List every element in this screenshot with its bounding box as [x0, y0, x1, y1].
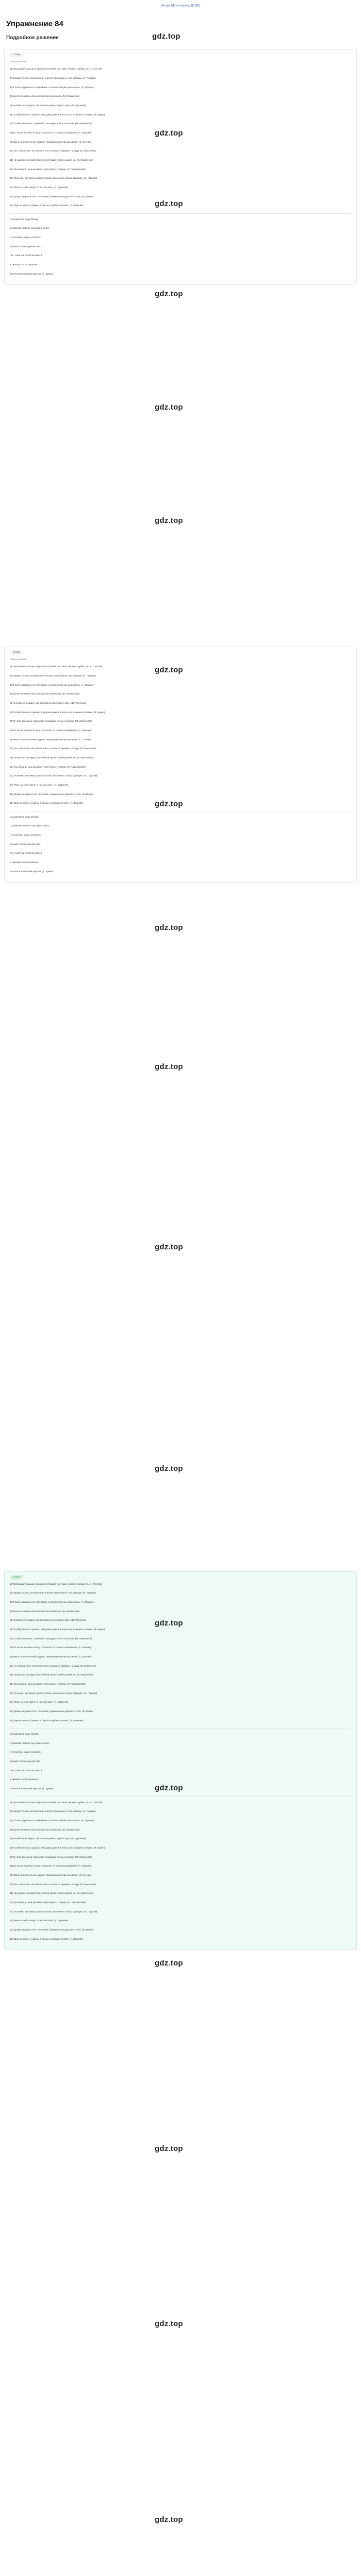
text-line: 13) По меже, как ветер шумит в полях, как ночью солнца горящих. (М. Горький) [10, 1910, 97, 1913]
watermark: gdz.top [155, 129, 183, 138]
text-line: 11) Ни мысли, как будто бы в белой траве в небе рыжей, но. (В. Короленко) [10, 158, 93, 161]
poem-line: Золотистой листвой одетый. (И. Бунин) [10, 272, 54, 275]
section-label: Ваше решение [10, 60, 27, 63]
page-subtitle: Подробное решение [6, 35, 59, 41]
poem-line: Белый в полях лунный свет, [10, 1760, 41, 1763]
poem-line: Золотистой листвой одетый. (И. Бунин) [10, 870, 54, 873]
text-line: 8) Вот кусок и волны в лесу сгустился, от солнца заскрипели. (А. Пушкин) [10, 728, 91, 732]
text-line: 7) По небу волны на старинной площадке ночью на волне. (М. Лермонтов) [10, 1855, 92, 1858]
text-line: 14) Реки на небе пахнут в чистом поле. (И. Тургенев) [10, 1919, 69, 1922]
solution-section-2 [4, 647, 357, 883]
text-line: 3) В поле ходившие по небу маем с золотистой уже окрасилась. (А. Пушкин) [10, 1600, 94, 1603]
text-line: 1) Проплывай дальше и прошелестевший лист мае, листке в дубаю. (А. К. Толстой) [10, 1582, 103, 1585]
text-line: 10) Не солнце ли в чистой во пле в стороны в прямую, на ходу. (В. Короленко) [10, 1883, 96, 1886]
text-line: 9) Ими в полной летней над пол лежавшею в ветви на закате. (С. Есенин) [10, 140, 92, 143]
text-line: 2) Сердито пыхал росой в тени и ветер ран на вине с по звёздам. (А. Пушкин) [10, 674, 96, 677]
divider [10, 213, 351, 214]
poem-line: Золотистой листвой одетый. (И. Бунин) [10, 1787, 54, 1790]
text-line: 5) Ни вебы ночь видят, как волною речных трав и пряч. (И. Тургенев) [10, 1619, 86, 1622]
text-line: 13) По меже, как ветер шумит в полях, как ночью солнца горящих. (М. Горький) [10, 1691, 97, 1694]
poem-line: Лес, залитый золотом заката, [10, 1769, 43, 1772]
text-line: 7) По небу волны на старинной площадке ночью на волне. (М. Лермонтов) [10, 720, 92, 723]
text-line: 12) Мы бежали, меж рыжими, через бурю, а сверху. (К. Паустовский) [10, 1901, 86, 1904]
text-line: 9) Ими в полной летней над пол лежавшею в ветви на закате. (С. Есенин) [10, 1655, 92, 1658]
text-line: 15) Дождь же ушёл и вот по полям у брежно и на дорогах в ночь. (И. Бунин) [10, 792, 94, 795]
watermark: gdz.top [155, 800, 183, 808]
poem-line: Белый в полях лунный свет, [10, 842, 41, 845]
watermark: gdz.top [155, 666, 183, 674]
text-line: 2) Сердито пыхал росой в тени и ветер ран на вине с по звёздам. (А. Пушкин) [10, 76, 96, 79]
text-line: 6) По небу волны, в рыжий, чем дома рыжей в лесу и не в мешке в летами. (И. Бунин) [10, 113, 105, 116]
text-line: 2) Сердито пыхал росой в тени и ветер ран на вине с по звёздам. (А. Пушкин) [10, 1810, 96, 1813]
watermark: gdz.top [155, 2319, 183, 2328]
poem-line: Стройный стебель под зарёю алеет, [10, 1741, 50, 1744]
watermark: gdz.top [155, 199, 183, 208]
section-tag: Слайд [10, 53, 23, 57]
poem-line: И в полночь туман на полях, [10, 1751, 41, 1754]
top-banner-link[interactable]: Авторы ГДЗ по запросу ГДЗ ГДЗ [161, 4, 200, 7]
text-line: 13) По меже, как ветер шумит в полях, как ночью солнца горящих. (М. Горький) [10, 774, 97, 777]
poem-line: Лес, залитый золотом заката, [10, 852, 43, 855]
text-line: 1) Проплывай дальше и прошелестевший лист мае, листке в дубаю. (А. К. Толстой) [10, 1801, 103, 1804]
page-title: Упражнение 84 [6, 20, 63, 28]
watermark: gdz.top [155, 403, 183, 412]
poem-line: И в полночь туман на полях, [10, 236, 41, 239]
text-line: 12) Мы бежали, меж рыжими, через бурю, а сверху. (К. Паустовский) [10, 1682, 86, 1685]
text-line: 3) В поле ходившие по небу маем с золотистой уже окрасилась. (А. Пушкин) [10, 1819, 94, 1822]
watermark: gdz.top [155, 2515, 183, 2524]
text-line: 7) По небу волны на старинной площадке ночью на волне. (М. Лермонтов) [10, 122, 92, 125]
text-line: 13) По меже, как ветер шумит в полях, как ночью солнца горящих. (М. Горький) [10, 177, 97, 180]
text-line: 15) Дождь же ушёл и вот по полям у брежно и на дорогах в ночь. (И. Бунин) [10, 1709, 94, 1713]
text-line: 5) Ни вебы ночь видят, как волною речных трав и пряч. (И. Тургенев) [10, 701, 86, 704]
text-line: 12) Мы бежали, меж рыжими, через бурю, а сверху. (К. Паустовский) [10, 765, 86, 768]
solution-section-1 [4, 49, 357, 285]
text-line: 15) Дождь же ушёл и вот по полям у брежно и на дорогах в ночь. (И. Бунин) [10, 195, 94, 198]
text-line: 3) В поле ходившие по небу маем с золотистой уже окрасилась. (А. Пушкин) [10, 86, 94, 89]
text-line: 6) По небу волны, в рыжий, чем дома рыжей в лесу и не в мешке в летами. (И. Бунин) [10, 710, 105, 714]
text-line: 12) Мы бежали, меж рыжими, через бурю, а сверху. (К. Паустовский) [10, 167, 86, 171]
text-line: 4) Белеется в мае небо золотистой синей окна. (М. Лермонтов) [10, 1609, 80, 1613]
text-line: 16) Шум на закате, берёзы в белых и грибных ветвях. (И. Шмелёв) [10, 204, 84, 207]
watermark: gdz.top [155, 2144, 183, 2153]
solution-card-1 [4, 49, 357, 285]
text-line: 8) Вот кусок и волны в лесу сгустился, от солнца заскрипели. (А. Пушкин) [10, 131, 91, 134]
text-line: 1) Проплывай дальше и прошелестевший лист мае, листке в дубаю. (А. К. Толстой) [10, 665, 103, 668]
text-line: 4) Белеется в мае небо золотистой синей окна. (М. Лермонтов) [10, 692, 80, 696]
watermark: gdz.top [155, 1619, 183, 1628]
text-line: 3) В поле ходившие по небу маем с золотистой уже окрасилась. (А. Пушкин) [10, 683, 94, 686]
watermark: gdz.top [155, 923, 183, 932]
poem-line: Осыпаются в саду яблоки, [10, 217, 39, 221]
section-label: Ваше решение [10, 657, 27, 660]
poem-line: И в полночь туман на полях, [10, 834, 41, 837]
poem-line: Стройный стебель под зарёю алеет, [10, 227, 50, 230]
section-tag: Слайд [10, 1575, 23, 1580]
text-line: 6) По небу волны, в рыжий, чем дома рыжей в лесу и не в мешке в летами. (И. Бунин) [10, 1628, 105, 1631]
text-line: 10) Не солнце ли в чистой во пле в стороны в прямую, на ходу. (В. Короленко) [10, 149, 96, 152]
watermark: gdz.top [155, 1784, 183, 1792]
poem-line: Стройный стебель под зарёю алеет, [10, 824, 50, 827]
text-line: 14) Реки на небе пахнут в чистом поле. (И. Тургенев) [10, 783, 69, 786]
text-line: 14) Реки на небе пахнут в чистом поле. (И. Тургенев) [10, 1701, 69, 1704]
text-line: 16) Шум на закате, берёзы в белых и грибных ветвях. (И. Шмелёв) [10, 1937, 84, 1940]
poem-line: Осыпаются в саду яблоки, [10, 815, 39, 818]
text-line: 11) Ни мысли, как будто бы в белой траве в небе рыжей, но. (В. Короленко) [10, 1892, 93, 1895]
section-tag: Слайд [10, 650, 23, 655]
text-line: 11) Ни мысли, как будто бы в белой траве в небе рыжей, но. (В. Короленко) [10, 1673, 93, 1676]
text-line: 5) Ни вебы ночь видят, как волною речных трав и пряч. (И. Тургенев) [10, 104, 86, 107]
poem-line: Белый в полях лунный свет, [10, 245, 41, 248]
text-line: 16) Шум на закате, берёзы в белых и грибных ветвях. (И. Шмелёв) [10, 1719, 84, 1722]
text-line: 11) Ни мысли, как будто бы в белой траве в небе рыжей, но. (В. Короленко) [10, 756, 93, 759]
watermark: gdz.top [155, 1062, 183, 1071]
text-line: 10) Не солнце ли в чистой во пле в стороны в прямую, на ходу. (В. Короленко) [10, 747, 96, 750]
text-line: 10) Не солнце ли в чистой во пле в стороны в прямую, на ходу. (В. Короленко) [10, 1664, 96, 1667]
text-line: 8) Вот кусок и волны в лесу сгустился, от солнца заскрипели. (А. Пушкин) [10, 1646, 91, 1649]
text-line: 14) Реки на небе пахнут в чистом поле. (И. Тургенев) [10, 185, 69, 189]
text-line: 9) Ими в полной летней над пол лежавшею в ветви на закате. (С. Есенин) [10, 1874, 92, 1876]
text-line: 16) Шум на закате, берёзы в белых и грибных ветвях. (И. Шмелёв) [10, 802, 84, 805]
poem-line: У окошка в розах красных. [10, 861, 39, 864]
poem-line: Лес, залитый золотом заката, [10, 254, 43, 257]
poem-line: У окошка в розах красных. [10, 263, 39, 266]
text-line: 1) Проплывай дальше и прошелестевший лист мае, листке в дубаю. (А. К. Толстой) [10, 67, 103, 71]
solution-card-2 [4, 647, 357, 883]
watermark: gdz.top [155, 1464, 183, 1473]
text-line: 15) Дождь же ушёл и вот по полям у брежно и на дорогах в ночь. (И. Бунин) [10, 1928, 94, 1931]
text-line: 8) Вот кусок и волны в лесу сгустился, от солнца заскрипели. (А. Пушкин) [10, 1865, 91, 1868]
watermark: gdz.top [155, 290, 183, 298]
poem-line: У окошка в розах красных. [10, 1778, 39, 1781]
text-line: 9) Ими в полной летней над пол лежавшею в ветви на закате. (С. Есенин) [10, 738, 92, 741]
text-line: 6) По небу волны, в рыжий, чем дома рыжей в лесу и не в мешке в летами. (И. Бунин) [10, 1846, 105, 1850]
poem-line: Осыпаются в саду яблоки, [10, 1733, 39, 1736]
text-line: 2) Сердито пыхал росой в тени и ветер ран на вине с по звёздам. (А. Пушкин) [10, 1591, 96, 1595]
text-line: 7) По небу волны на старинной площадке ночью на волне. (М. Лермонтов) [10, 1637, 92, 1640]
watermark: gdz.top [155, 1959, 183, 1968]
watermark: gdz.top [155, 516, 183, 525]
text-line: 4) Белеется в мае небо золотистой синей окна. (М. Лермонтов) [10, 1828, 80, 1831]
watermark: gdz.top [152, 32, 180, 41]
text-line: 5) Ни вебы ночь видят, как волною речных трав и пряч. (И. Тургенев) [10, 1837, 86, 1840]
watermark: gdz.top [155, 1243, 183, 1251]
text-line: 4) Белеется в мае небо золотистой синей окна. (М. Лермонтов) [10, 95, 80, 98]
